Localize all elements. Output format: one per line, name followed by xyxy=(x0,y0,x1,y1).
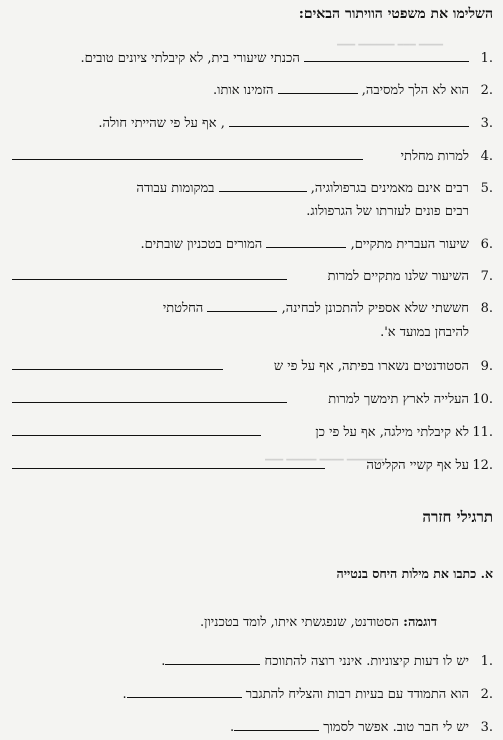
item-text: הסטודנטים נשארו בפיתה, אף על פי ש xyxy=(273,359,469,374)
answer-blank[interactable] xyxy=(12,424,261,436)
item-number: 2. xyxy=(480,687,493,702)
answer-blank[interactable] xyxy=(127,686,242,698)
item-text: החלטתי xyxy=(162,301,204,316)
item-text: הוא לא הלך למסיבה, xyxy=(361,83,469,98)
item-number: 5. xyxy=(480,181,493,196)
answer-blank[interactable] xyxy=(165,653,260,665)
item-number: 1. xyxy=(480,51,493,66)
item-text: יש לו דעות קיצוניות. אינני רוצה להתווכח xyxy=(264,654,469,669)
item-number: 7. xyxy=(480,269,493,284)
item-text: למרות מחלתי xyxy=(400,149,469,164)
item-text: להיבחן במועד א'. xyxy=(380,325,469,340)
item-text: על אף קשיי הקליטה xyxy=(366,458,469,473)
item-number: 11. xyxy=(472,425,493,440)
item-number: 1. xyxy=(480,654,493,669)
answer-blank[interactable] xyxy=(12,358,223,370)
subsection-title: א. כתבו את מילות היחס בנטייה xyxy=(336,566,493,581)
item-text: הכנתי שיעורי בית, לא קיבלתי ציונים טובים. xyxy=(80,51,300,66)
item-text: העלייה לארץ תימשך למרות xyxy=(328,392,469,407)
example-label: דוגמה: xyxy=(403,615,437,630)
item-number: 3. xyxy=(480,116,493,131)
item-number: 4. xyxy=(480,149,493,164)
item-number: 12. xyxy=(472,458,493,473)
item-text: חששתי שלא אספיק להתכונן לבחינה, xyxy=(281,301,469,316)
item-number: 2. xyxy=(480,83,493,98)
answer-blank[interactable] xyxy=(12,268,287,280)
item-text: רבים אינם מאמינים בגרפולוגיה, xyxy=(310,181,469,196)
item-text: יש לי חבר טוב. אפשר לסמוך xyxy=(323,720,469,735)
answer-blank[interactable] xyxy=(266,236,346,248)
answer-blank[interactable] xyxy=(207,300,277,312)
item-number: 10. xyxy=(472,392,493,407)
bleed-through-texture: ━━━━ ━━━ ━━━━━━ ━━━ xyxy=(337,40,443,51)
item-text: הזמינו אותו. xyxy=(213,83,274,98)
item-text: לא קיבלתי מילגה, אף על פי כן xyxy=(315,425,469,440)
item-text: רבים פונים לעזרתו של הגרפולוג. xyxy=(306,204,469,219)
answer-blank[interactable] xyxy=(12,457,325,469)
item-text: במקומות עבודה xyxy=(136,181,215,196)
item-number: 9. xyxy=(480,359,493,374)
answer-blank[interactable] xyxy=(219,180,307,192)
answer-blank[interactable] xyxy=(278,82,358,94)
bleed-through-texture: ━━━━━━ ━━━━ ━━━━━ ━━━ xyxy=(265,455,383,466)
item-number: 6. xyxy=(480,237,493,252)
item-text: המורים בטכניון שובתים. xyxy=(140,237,263,252)
answer-blank[interactable] xyxy=(304,50,469,62)
item-number: 3. xyxy=(480,720,493,735)
item-number: 8. xyxy=(480,301,493,316)
item-text: הוא התמודד עם בעיות רבות והצליח להתגבר xyxy=(245,687,469,702)
item-text: , אף על פי שהייתי חולה. xyxy=(98,116,225,131)
section-title: השלימו את משפטי הוויתור הבאים: xyxy=(298,6,493,22)
example-text: הסטודנט, שנפגשתי איתו, לומד בטכניון. xyxy=(200,615,399,630)
review-title: תרגילי חזרה xyxy=(422,508,493,526)
example-line xyxy=(6,614,437,631)
answer-blank[interactable] xyxy=(234,719,319,731)
item-text: שיעור העברית מתקיים, xyxy=(350,237,469,252)
item-text: . xyxy=(229,720,235,735)
answer-blank[interactable] xyxy=(12,148,363,160)
answer-blank[interactable] xyxy=(229,115,469,127)
answer-blank[interactable] xyxy=(12,391,287,403)
item-text: השיעור שלנו מתקיים למרות xyxy=(327,269,469,284)
item-text: . xyxy=(122,687,127,702)
item-text: . xyxy=(161,654,166,669)
